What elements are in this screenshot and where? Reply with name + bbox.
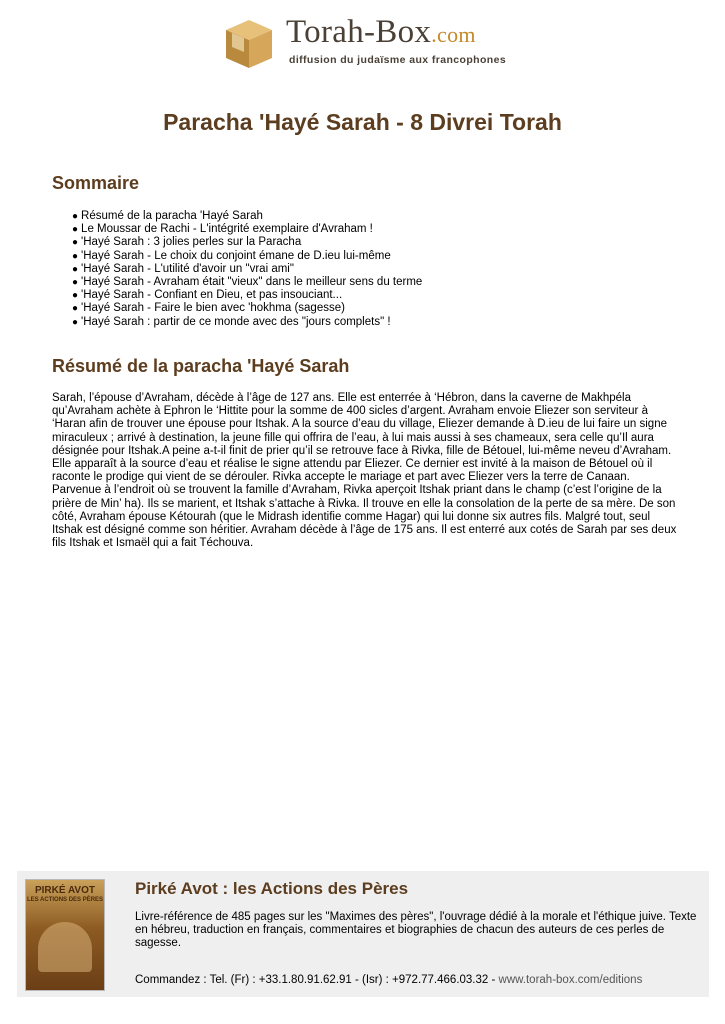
bullet-icon: ● — [72, 316, 79, 328]
toc-item[interactable]: ● 'Hayé Sarah - L'utilité d'avoir un "vrai ami" — [72, 262, 294, 275]
sommaire-heading: Sommaire — [52, 173, 140, 193]
bullet-icon: ● — [72, 224, 79, 236]
order-link[interactable]: www.torah-box.com/editions — [498, 974, 643, 986]
promo-title: Pirké Avot : les Actions des Pères — [135, 879, 409, 898]
book-cover-title: PIRKÉ AVOT — [34, 885, 95, 896]
toc-item[interactable]: ● Le Moussar de Rachi - L'intégrité exemplaire d'Avraham ! — [72, 223, 373, 236]
promo-banner — [17, 871, 709, 997]
book-cover-subtitle: LES ACTIONS DES PÈRES — [26, 897, 104, 903]
bullet-icon: ● — [72, 303, 79, 315]
bullet-icon: ● — [72, 237, 79, 249]
book-cover-illustration — [38, 922, 92, 972]
book-cover-image[interactable] — [25, 879, 105, 991]
page-title: Paracha 'Hayé Sarah - 8 Divrei Torah — [163, 109, 562, 135]
toc-item[interactable]: ● 'Hayé Sarah - Avraham était "vieux" dans le meilleur sens du terme — [72, 276, 423, 289]
table-of-contents — [72, 210, 422, 329]
bullet-icon: ● — [72, 277, 79, 289]
bullet-icon: ● — [72, 290, 79, 302]
toc-item[interactable]: ● 'Hayé Sarah : partir de ce monde avec des "jours complets" ! — [72, 315, 391, 328]
order-contact: Commandez : Tel. (Fr) : +33.1.80.91.62.91 - (Isr) : +972.77.466.03.32 - — [135, 974, 499, 986]
promo-order-line — [135, 974, 642, 986]
toc-item[interactable]: ● 'Hayé Sarah : 3 jolies perles sur la Paracha — [72, 236, 302, 249]
toc-item[interactable]: ● 'Hayé Sarah - Le choix du conjoint émane de D.ieu lui-même — [72, 249, 391, 262]
toc-item[interactable]: ● Résumé de la paracha 'Hayé Sarah — [72, 210, 263, 222]
torah-box-logo[interactable] — [222, 14, 512, 72]
toc-item[interactable]: ● 'Hayé Sarah - Faire le bien avec 'hokhma (sagesse) — [72, 302, 345, 315]
promo-description: Livre-référence de 485 pages sur les "Maximes des pères", l'ouvrage dédié à la morale et l'éthique juive. Texte en hébreu, traduction en français, commentaires et biographies de chacun des auteurs de ces perles de sagesse. — [135, 911, 697, 950]
box-icon — [222, 16, 276, 70]
logo-tagline: diffusion du judaïsme aux francophones — [289, 54, 507, 66]
bullet-icon: ● — [72, 211, 79, 222]
resume-heading: Résumé de la paracha 'Hayé Sarah — [52, 356, 350, 376]
resume-text: Sarah, l’épouse d’Avraham, décède à l’âge de 127 ans. Elle est enterrée à ‘Hébron, dans la caverne de Makhpéla qu’Avraham achète à Ephron le ‘Hittite pour la somme de 400 sicles d’argent. Avraham envoie Eliezer son serviteur à ‘Haran afin de trouver une épouse pour Itshak. A la source d’eau du village, Eliezer demande à D.ieu de lui faire un signe miraculeux ; arrivé à destination, la jeune fille qui offrira de l’eau, à lui mais aussi à ses chameaux, sera celle qu’Il aura désignée pour Itshak.A peine a-t-il finit de prier qu’il se retrouve face à Rivka, fille de Bétouel, lui-même neveu d’Avraham. Elle apparaît à la source d’eau et réalise le signe attendu par Eliezer. Ce dernier est invité à la maison de Bétouel où il raconte le prodige qui vient de se dérouler. Rivka accepte le mariage et part avec Eliezer vers la terre de Canaan. Parvenue à l’endroit où se trouvent la famille d’Avraham, Rivka aperçoit Itshak priant dans le champ (c’est l’origine de la prière de Min’ ha). Ils se marient, et Itshak s’attache à Rivka. Il trouve en elle la consolation de la perte de sa mère. De son côté, Avraham épouse Kétourah (que le Midrash identifie comme Hagar) qui lui donne six autres fils. Malgré tout, seul Itshak est désigné comme son héritier. Avraham décède à l’âge de 175 ans. Il est enterré aux cotés de Sarah par ses deux fils Itshak et Ismaël qui a fait Téchouva. — [52, 392, 677, 550]
logo-wordmark: Torah-Box.com — [286, 14, 476, 50]
bullet-icon: ● — [72, 250, 79, 262]
bullet-icon: ● — [72, 263, 79, 275]
toc-item[interactable]: ● 'Hayé Sarah - Confiant en Dieu, et pas insouciant... — [72, 289, 343, 302]
